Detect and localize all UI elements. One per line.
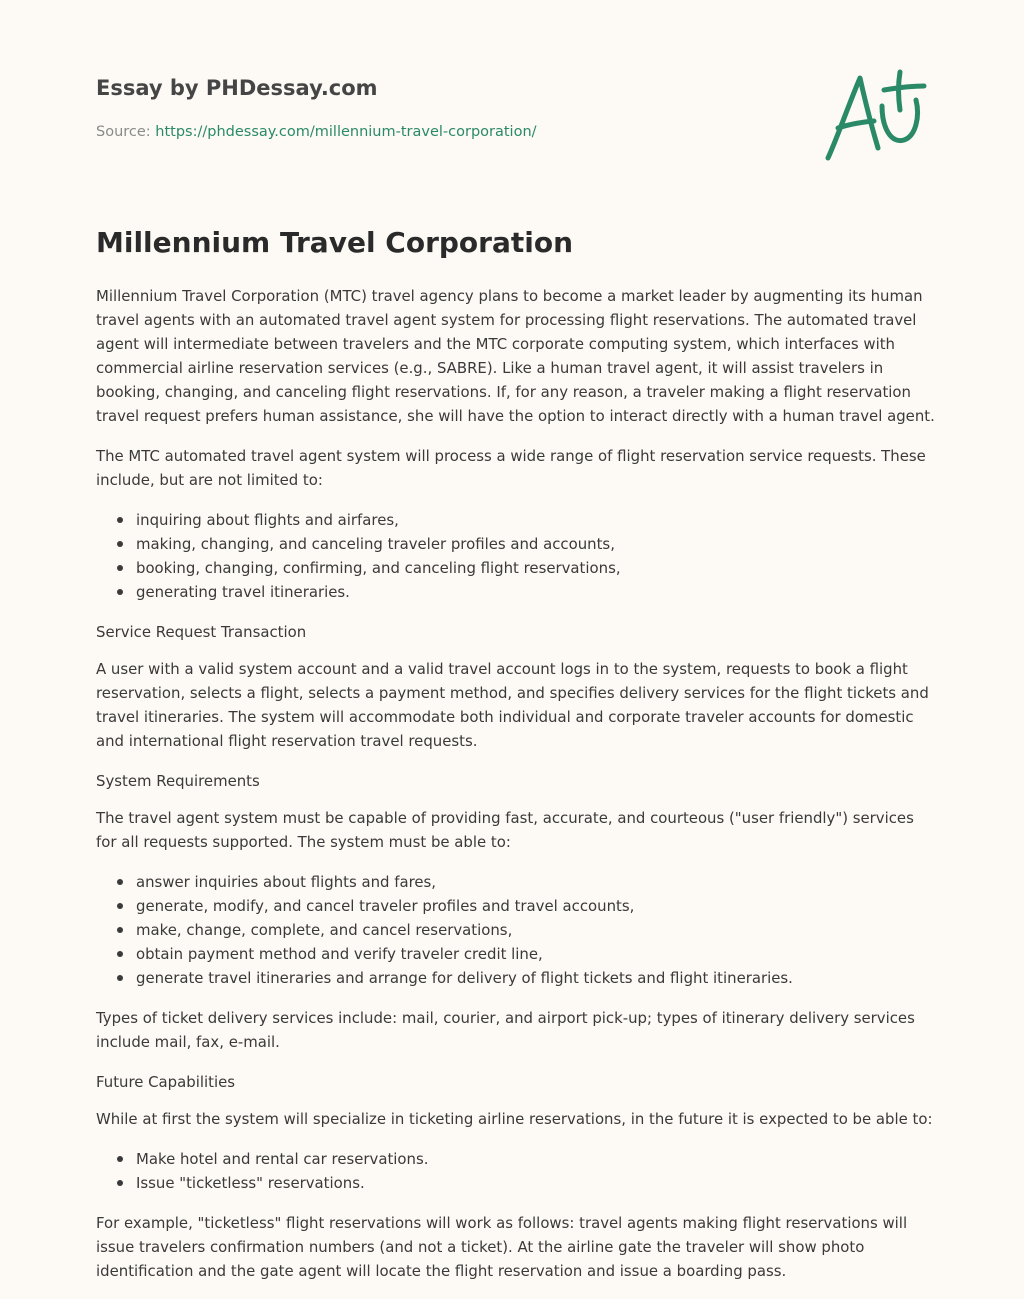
request-types-list	[96, 508, 936, 604]
section-heading: Future Capabilities	[96, 1073, 236, 1091]
list-item: Issue "ticketless" reservations.	[136, 1171, 936, 1195]
paragraph: For example, "ticketless" flight reservations will work as follows: travel agents making flight reservations will issue travelers confirmation numbers (and not a ticket). At the airline gate the traveler will show photo identification and the gate agent will locate the flight reservation and issue a boarding pass.	[96, 1214, 908, 1280]
list-item: make, change, complete, and cancel reservations,	[136, 918, 936, 942]
paragraph: The MTC automated travel agent system will process a wide range of flight reservation service requests. These include, but are not limited to:	[96, 447, 926, 489]
source-link[interactable]: https://phdessay.com/millennium-travel-corporation/	[155, 124, 537, 140]
list-item: generate travel itineraries and arrange for delivery of flight tickets and flight itineraries.	[136, 966, 936, 990]
list-item: Make hotel and rental car reservations.	[136, 1147, 936, 1171]
list-item: generate, modify, and cancel traveler profiles and travel accounts,	[136, 894, 936, 918]
page-title: Millennium Travel Corporation	[96, 226, 574, 259]
list-item: making, changing, and canceling traveler profiles and accounts,	[136, 532, 936, 556]
a-plus-logo-icon	[820, 66, 930, 166]
paragraph: A user with a valid system account and a valid travel account logs in to the system, requests to book a flight reservation, selects a flight, selects a payment method, and specifies delivery services for the flight tickets and travel itineraries. The system will accommodate both individual and corporate traveler accounts for domestic and international flight reservation travel requests.	[96, 660, 929, 750]
requirements-list	[96, 870, 936, 990]
list-item: booking, changing, confirming, and canceling flight reservations,	[136, 556, 936, 580]
future-capabilities-list	[96, 1147, 936, 1195]
section-heading: System Requirements	[96, 772, 260, 790]
list-item: obtain payment method and verify traveler credit line,	[136, 942, 936, 966]
site-brand: Essay by PHDessay.com	[96, 76, 378, 100]
section-heading: Service Request Transaction	[96, 623, 307, 641]
source-label: Source:	[96, 124, 156, 140]
paragraph: The travel agent system must be capable of providing fast, accurate, and courteous ("user friendly") services for all requests supported. The system must be able to:	[96, 809, 914, 851]
paragraph: Types of ticket delivery services include: mail, courier, and airport pick-up; types of itinerary delivery services include mail, fax, e-mail.	[96, 1009, 915, 1051]
essay-body	[96, 284, 936, 1299]
list-item: generating travel itineraries.	[136, 580, 936, 604]
paragraph: While at first the system will specialize in ticketing airline reservations, in the future it is expected to be able to:	[96, 1110, 933, 1128]
source-line	[96, 124, 537, 140]
paragraph: Millennium Travel Corporation (MTC) travel agency plans to become a market leader by augmenting its human travel agents with an automated travel agent system for processing flight reservations. The automated travel agent will intermediate between travelers and the MTC corporate computing system, which interfaces with commercial airline reservation services (e.g., SABRE). Like a human travel agent, it will assist travelers in booking, changing, and canceling flight reservations. If, for any reason, a traveler making a flight reservation travel request prefers human assistance, she will have the option to interact directly with a human travel agent.	[96, 287, 935, 425]
list-item: answer inquiries about flights and fares,	[136, 870, 936, 894]
list-item: inquiring about flights and airfares,	[136, 508, 936, 532]
